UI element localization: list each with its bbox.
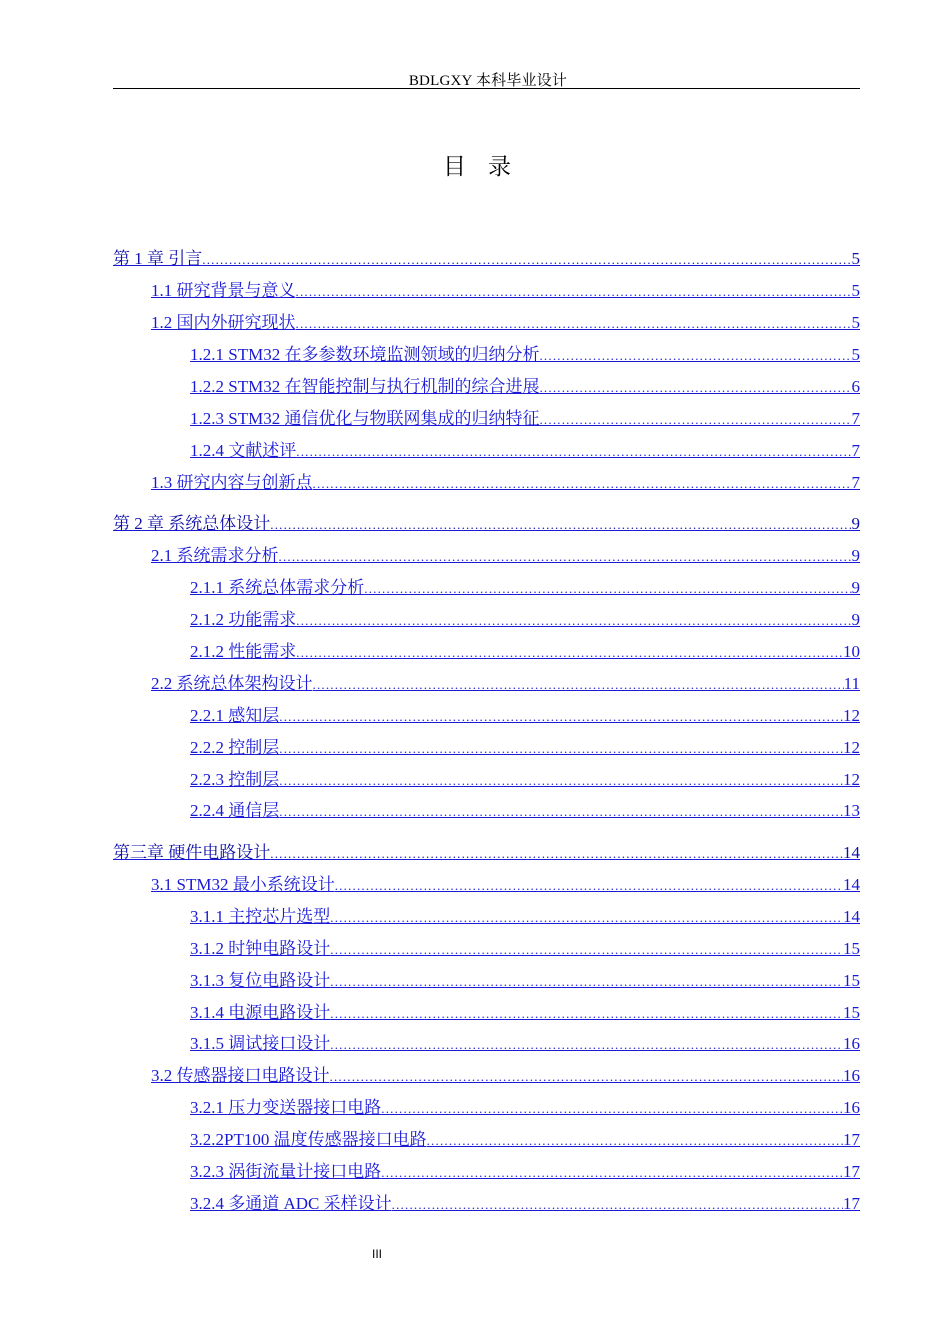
toc-leader	[279, 549, 852, 565]
toc-entry-3-2[interactable]	[151, 1061, 860, 1085]
toc-leader	[330, 974, 843, 990]
toc-entry-3-1-1[interactable]	[190, 902, 860, 926]
toc-entry-page: 16	[843, 1034, 860, 1053]
toc-entry-page: 15	[843, 971, 860, 990]
toc-entry-page: 17	[843, 1162, 860, 1181]
toc-leader	[279, 741, 843, 757]
toc-entry-3-1-4[interactable]	[190, 998, 860, 1022]
toc-leader	[381, 1165, 843, 1181]
toc-entry-label: 2.1.1 系统总体需求分析	[190, 578, 365, 597]
toc-entry-page: 9	[851, 610, 860, 629]
toc-entry-label: 1.2.2 STM32 在智能控制与执行机制的综合进展	[190, 377, 540, 396]
toc-entry-label: 3.2.1 压力变送器接口电路	[190, 1098, 382, 1117]
toc-leader	[279, 709, 843, 725]
toc-entry-1-2[interactable]	[151, 308, 860, 332]
toc-entry-label: 3.1.3 复位电路设计	[190, 971, 331, 990]
toc-entry-page: 14	[843, 875, 860, 894]
toc-entry-1-2-1[interactable]	[190, 340, 860, 364]
toc-entry-3-1-5[interactable]	[190, 1029, 860, 1053]
toc-entry-1-2-4[interactable]	[190, 436, 860, 460]
page-number: III	[371, 1247, 382, 1261]
toc-leader	[539, 348, 851, 364]
toc-entry-page: 11	[843, 674, 860, 693]
toc-entry-label: 2.2.2 控制层	[190, 738, 280, 757]
toc-entry-2-1-1[interactable]	[190, 573, 860, 597]
toc-entry-page: 15	[843, 939, 860, 958]
toc-entry-page: 15	[843, 1003, 860, 1022]
toc-entry-2-1-2[interactable]	[190, 605, 860, 629]
toc-entry-3-1[interactable]	[151, 870, 860, 894]
toc-entry-chapter-1[interactable]	[113, 244, 860, 268]
toc-leader	[335, 878, 843, 894]
toc-entry-2-1[interactable]	[151, 541, 860, 565]
toc-entry-label: 3.1.2 时钟电路设计	[190, 939, 331, 958]
toc-leader	[392, 1197, 843, 1213]
toc-leader	[202, 252, 851, 268]
toc-leader	[364, 581, 851, 597]
toc-entry-page: 14	[843, 907, 860, 926]
toc-leader	[296, 284, 852, 300]
toc-leader	[330, 1069, 844, 1085]
toc-entry-page: 12	[843, 738, 860, 757]
toc-entry-label: 第 1 章 引言	[113, 249, 203, 268]
toc-entry-page: 17	[843, 1130, 860, 1149]
toc-entry-page: 12	[843, 770, 860, 789]
toc-entry-label: 2.2.4 通信层	[190, 801, 280, 820]
toc-entry-page: 9	[851, 546, 860, 565]
toc-entry-label: 3.2.3 涡街流量计接口电路	[190, 1162, 382, 1181]
toc-entry-label: 1.2.1 STM32 在多参数环境监测领域的归纳分析	[190, 345, 540, 364]
toc-entry-1-3[interactable]	[151, 468, 860, 492]
toc-leader	[279, 804, 843, 820]
page-header: BDLGXY 本科毕业设计	[408, 73, 568, 89]
toc-leader	[330, 910, 843, 926]
toc-entry-page: 10	[843, 642, 860, 661]
toc-entry-page: 7	[851, 441, 860, 460]
toc-entry-2-2-4[interactable]	[190, 796, 860, 820]
toc-title: 目录	[443, 154, 533, 179]
toc-entry-3-1-2[interactable]	[190, 934, 860, 958]
toc-leader	[330, 1037, 843, 1053]
toc-leader	[313, 677, 844, 693]
toc-entry-label: 2.2.1 感知层	[190, 706, 280, 725]
toc-entry-page: 5	[851, 249, 860, 268]
toc-entry-2-2-3[interactable]	[190, 765, 860, 789]
toc-entry-label: 1.3 研究内容与创新点	[151, 473, 313, 492]
toc-leader	[296, 645, 843, 661]
toc-entry-label: 2.1 系统需求分析	[151, 546, 279, 565]
toc-entry-label: 3.2 传感器接口电路设计	[151, 1066, 330, 1085]
toc-entry-chapter-3[interactable]	[113, 838, 860, 862]
toc-entry-page: 7	[851, 473, 860, 492]
toc-entry-page: 7	[851, 409, 860, 428]
toc-entry-label: 1.1 研究背景与意义	[151, 281, 296, 300]
toc-entry-label: 1.2.3 STM32 通信优化与物联网集成的归纳特征	[190, 409, 540, 428]
toc-entry-label: 2.2.3 控制层	[190, 770, 280, 789]
toc-entry-page: 5	[851, 281, 860, 300]
toc-entry-label: 第 2 章 系统总体设计	[113, 514, 271, 533]
toc-entry-3-2-1[interactable]	[190, 1093, 860, 1117]
toc-entry-2-1-2b[interactable]	[190, 637, 860, 661]
toc-leader	[270, 517, 851, 533]
toc-leader	[427, 1133, 843, 1149]
toc-leader	[313, 476, 852, 492]
toc-entry-page: 17	[843, 1194, 860, 1213]
toc-entry-label: 3.1.5 调试接口设计	[190, 1034, 331, 1053]
toc-entry-label: 第三章 硬件电路设计	[113, 843, 271, 862]
toc-entry-page: 5	[851, 313, 860, 332]
toc-entry-label: 3.1 STM32 最小系统设计	[151, 875, 335, 894]
toc-entry-label: 3.1.1 主控芯片选型	[190, 907, 331, 926]
toc-leader	[279, 773, 843, 789]
toc-entry-2-2[interactable]	[151, 669, 860, 693]
toc-entry-3-1-3[interactable]	[190, 966, 860, 990]
toc-entry-page: 6	[851, 377, 860, 396]
toc-entry-2-2-2[interactable]	[190, 733, 860, 757]
toc-leader	[296, 613, 851, 629]
toc-leader	[330, 1006, 843, 1022]
toc-entry-page: 14	[843, 843, 860, 862]
toc-entry-page: 5	[851, 345, 860, 364]
toc-entry-1-2-2[interactable]	[190, 372, 860, 396]
toc-leader	[296, 444, 851, 460]
toc-entry-label: 2.1.2 功能需求	[190, 610, 297, 629]
toc-entry-label: 1.2.4 文献述评	[190, 441, 297, 460]
toc-entry-label: 1.2 国内外研究现状	[151, 313, 296, 332]
toc-entry-label: 3.2.2PT100 温度传感器接口电路	[190, 1130, 427, 1149]
toc-entry-page: 13	[843, 801, 860, 820]
toc-entry-page: 16	[843, 1066, 860, 1085]
toc-entry-3-2-4[interactable]	[190, 1189, 860, 1213]
header-rule	[113, 88, 860, 89]
toc-leader	[330, 942, 843, 958]
toc-entry-label: 2.2 系统总体架构设计	[151, 674, 313, 693]
toc-entry-page: 9	[851, 514, 860, 533]
toc-entry-page: 16	[843, 1098, 860, 1117]
toc-entry-2-2-1[interactable]	[190, 701, 860, 725]
toc-entry-chapter-2[interactable]	[113, 509, 860, 533]
toc-entry-3-2-2[interactable]	[190, 1125, 860, 1149]
toc-entry-page: 12	[843, 706, 860, 725]
toc-entry-3-2-3[interactable]	[190, 1157, 860, 1181]
toc-entry-1-2-3[interactable]	[190, 404, 860, 428]
toc-leader	[539, 412, 851, 428]
toc-leader	[296, 316, 852, 332]
toc-entry-label: 3.2.4 多通道 ADC 采样设计	[190, 1194, 392, 1213]
toc-entry-label: 2.1.2 性能需求	[190, 642, 297, 661]
toc-entry-1-1[interactable]	[151, 276, 860, 300]
toc-leader	[270, 846, 843, 862]
toc-leader	[539, 380, 851, 396]
toc-leader	[381, 1101, 843, 1117]
toc-entry-page: 9	[851, 578, 860, 597]
toc-entry-label: 3.1.4 电源电路设计	[190, 1003, 331, 1022]
